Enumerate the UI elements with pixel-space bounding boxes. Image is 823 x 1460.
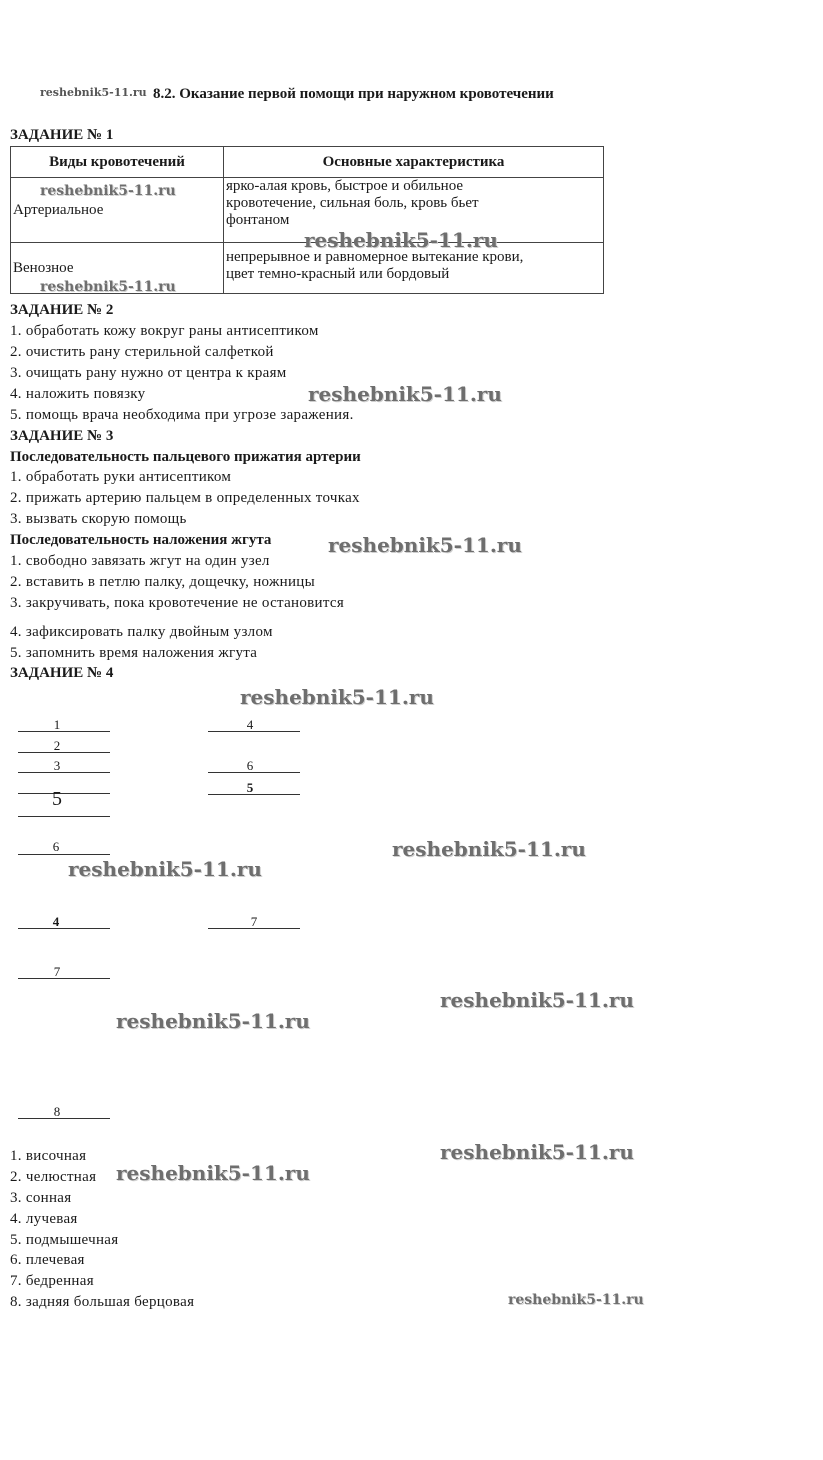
list-item: 4. лучевая xyxy=(10,1211,78,1227)
list-item: 1. височная xyxy=(10,1148,87,1164)
list-item: 3. закручивать, пока кровотечение не остановится xyxy=(10,595,345,611)
task3-subheading-tourniquet: Последовательность наложения жгута xyxy=(10,532,272,548)
watermark: reshebnik5-11.ru xyxy=(440,1140,634,1164)
list-item: 1. обработать руки антисептиком xyxy=(10,469,232,485)
watermark: reshebnik5-11.ru xyxy=(508,1292,644,1308)
watermark: reshebnik5-11.ru xyxy=(116,1161,310,1185)
list-item: 1. свободно завязать жгут на один узел xyxy=(10,553,270,569)
watermark: reshebnik5-11.ru xyxy=(40,279,176,295)
watermark: reshebnik5-11.ru xyxy=(40,183,176,199)
table-header-type: Виды кровотечений xyxy=(11,147,224,178)
watermark: reshebnik5-11.ru xyxy=(392,837,586,861)
answer-line xyxy=(18,816,110,817)
list-item: 3. вызвать скорую помощь xyxy=(10,511,187,527)
watermark: reshebnik5-11.ru xyxy=(308,382,502,406)
watermark: reshebnik5-11.ru xyxy=(304,228,498,252)
site-tag: reshebnik5-11.ru xyxy=(40,86,147,99)
answer-number: 5 xyxy=(246,780,254,795)
list-item: 5. помощь врача необходима при угрозе заражения. xyxy=(10,407,354,423)
task3-subheading-pressure: Последовательность пальцевого прижатия артерии xyxy=(10,449,361,465)
watermark: reshebnik5-11.ru xyxy=(328,533,522,557)
list-item: 4. зафиксировать палку двойным узлом xyxy=(10,624,273,640)
answer-number: 7 xyxy=(250,914,258,929)
task3-label: ЗАДАНИЕ № 3 xyxy=(10,428,114,444)
answer-number: 7 xyxy=(53,964,61,979)
task1-label: ЗАДАНИЕ № 1 xyxy=(10,127,114,143)
list-item: 5. подмышечная xyxy=(10,1232,119,1248)
list-item: 8. задняя большая берцовая xyxy=(10,1294,195,1310)
desc-line: кровотечение, сильная боль, кровь бьет xyxy=(226,195,479,211)
answer-number: 6 xyxy=(52,839,60,854)
answer-number: 4 xyxy=(52,914,60,929)
watermark: reshebnik5-11.ru xyxy=(116,1009,310,1033)
answer-number: 2 xyxy=(53,738,61,753)
answer-number: 8 xyxy=(53,1104,61,1119)
list-item: 3. сонная xyxy=(10,1190,72,1206)
watermark: reshebnik5-11.ru xyxy=(240,685,434,709)
watermark: reshebnik5-11.ru xyxy=(440,988,634,1012)
desc-line: непрерывное и равномерное вытекание крови, xyxy=(226,249,524,265)
list-item: 1. обработать кожу вокруг раны антисептиком xyxy=(10,323,319,339)
bleeding-types-table xyxy=(10,146,604,294)
task2-label: ЗАДАНИЕ № 2 xyxy=(10,302,114,318)
list-item: 3. очищать рану нужно от центра к краям xyxy=(10,365,287,381)
list-item: 2. очистить рану стерильной салфеткой xyxy=(10,344,274,360)
list-item: 2. прижать артерию пальцем в определенных точках xyxy=(10,490,360,506)
list-item: 2. вставить в петлю палку, дощечку, ножницы xyxy=(10,574,315,590)
task4-label: ЗАДАНИЕ № 4 xyxy=(10,665,114,681)
page-title: 8.2. Оказание первой помощи при наружном кровотечении xyxy=(153,86,554,102)
answer-number: 4 xyxy=(246,717,254,732)
type-label: Артериальное xyxy=(13,201,104,218)
answer-number: 5 xyxy=(52,788,62,810)
table-header-desc: Основные характеристика xyxy=(224,147,604,178)
list-item: 7. бедренная xyxy=(10,1273,94,1289)
desc-line: ярко-алая кровь, быстрое и обильное xyxy=(226,178,464,194)
type-label: Венозное xyxy=(13,259,74,276)
list-item: 5. запомнить время наложения жгута xyxy=(10,645,258,661)
list-item: 4. наложить повязку xyxy=(10,386,146,402)
watermark: reshebnik5-11.ru xyxy=(68,857,262,881)
answer-number: 6 xyxy=(246,758,254,773)
desc-line: цвет темно-красный или бордовый xyxy=(226,266,450,282)
answer-number: 1 xyxy=(53,717,61,732)
answer-number: 3 xyxy=(53,758,61,773)
desc-line: фонтаном xyxy=(226,212,290,228)
list-item: 6. плечевая xyxy=(10,1252,85,1268)
list-item: 2. челюстная xyxy=(10,1169,97,1185)
